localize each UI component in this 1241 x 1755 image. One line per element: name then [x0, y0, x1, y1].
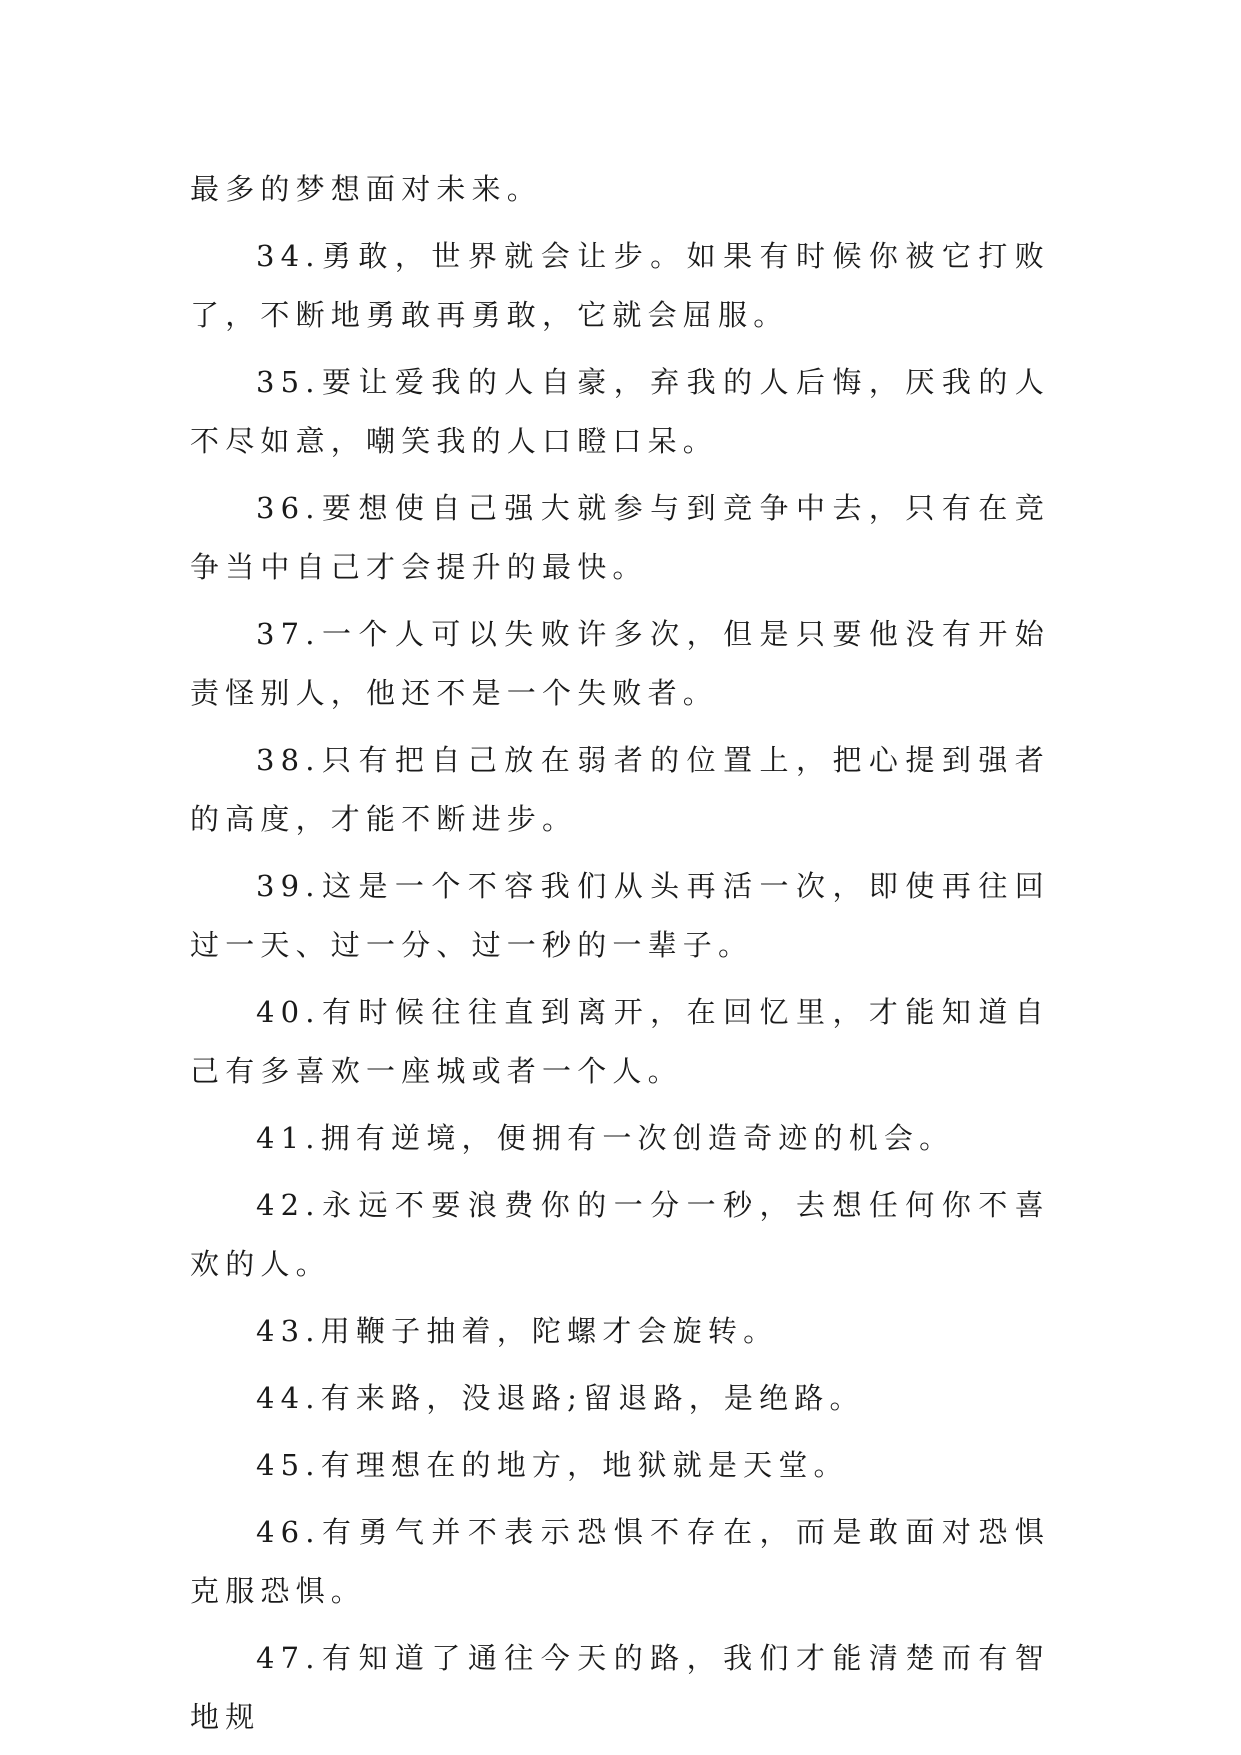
paragraph-item-45: 45.有理想在的地方，地狱就是天堂。	[256, 1448, 849, 1482]
paragraph-item-46: 46.有勇气并不表示恐惧不存在，而是敢面对恐惧克服恐惧。	[190, 1515, 1050, 1608]
paragraph-item-41: 41.拥有逆境，便拥有一次创造奇迹的机会。	[256, 1121, 955, 1155]
paragraph-continuation: 最多的梦想面对未来。	[190, 172, 543, 206]
paragraph-item-40: 40.有时候往往直到离开，在回忆里，才能知道自己有多喜欢一座城或者一个人。	[190, 995, 1050, 1088]
paragraph-item-36: 36.要想使自己强大就参与到竞争中去，只有在竞争当中自己才会提升的最快。	[190, 491, 1050, 584]
paragraph-item-35: 35.要让爱我的人自豪，弃我的人后悔，厌我的人不尽如意，嘲笑我的人口瞪口呆。	[190, 365, 1050, 458]
paragraph-item-39: 39.这是一个不容我们从头再活一次，即使再往回过一天、过一分、过一秒的一辈子。	[190, 869, 1050, 962]
paragraph-item-42: 42.永远不要浪费你的一分一秒，去想任何你不喜欢的人。	[190, 1188, 1050, 1281]
paragraph-item-47: 47.有知道了通往今天的路，我们才能清楚而有智地规	[190, 1641, 1050, 1734]
paragraph-item-37: 37.一个人可以失败许多次，但是只要他没有开始责怪别人，他还不是一个失败者。	[190, 617, 1050, 710]
paragraph-item-43: 43.用鞭子抽着，陀螺才会旋转。	[256, 1314, 779, 1348]
paragraph-item-44: 44.有来路，没退路;留退路，是绝路。	[256, 1381, 865, 1415]
document-body	[190, 160, 1050, 1755]
paragraph-item-38: 38.只有把自己放在弱者的位置上，把心提到强者的高度，才能不断进步。	[190, 743, 1050, 836]
paragraph-item-34: 34.勇敢，世界就会让步。如果有时候你被它打败了，不断地勇敢再勇敢，它就会屈服。	[190, 239, 1050, 332]
